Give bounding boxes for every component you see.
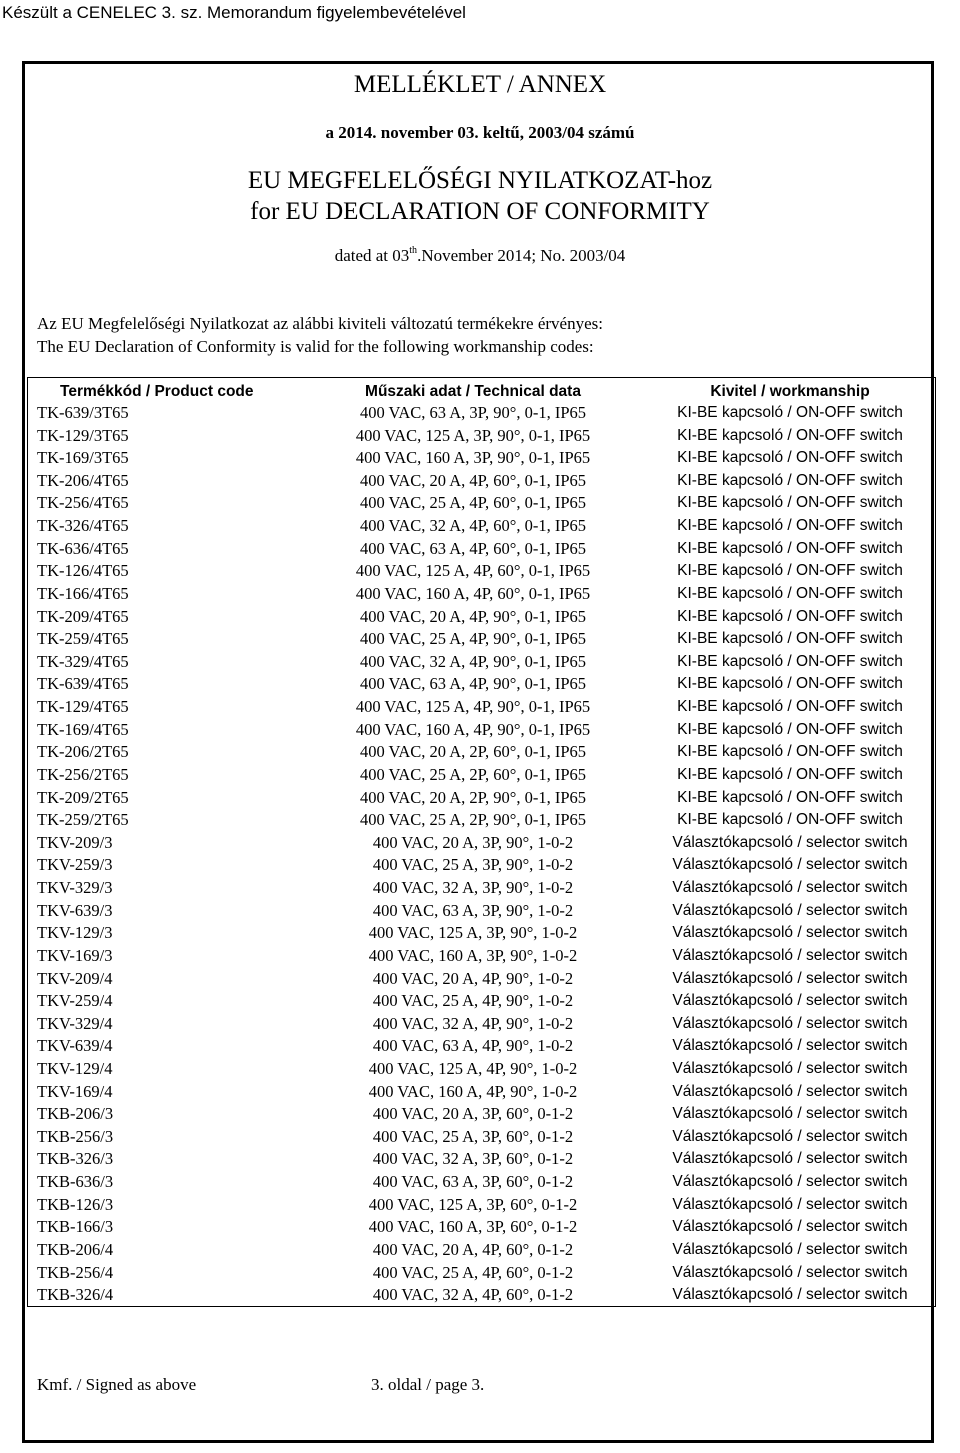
technical-data-cell: 400 VAC, 25 A, 4P, 90°, 0-1, IP65 [359, 629, 587, 649]
product-code-cell: TKV-129/4 [37, 1058, 113, 1078]
product-code-cell: TKB-166/3 [37, 1217, 114, 1237]
workmanship-cell: Választókapcsoló / selector switch [672, 1240, 908, 1258]
table-row [28, 877, 935, 900]
product-code-cell: TK-129/3T65 [37, 425, 129, 445]
workmanship-cell: Választókapcsoló / selector switch [672, 992, 908, 1010]
workmanship-cell: Választókapcsoló / selector switch [672, 901, 908, 919]
workmanship-cell: KI-BE kapcsoló / ON-OFF switch [677, 539, 903, 557]
workmanship-cell: Választókapcsoló / selector switch [672, 1218, 908, 1236]
technical-data-cell: 400 VAC, 160 A, 3P, 90°, 1-0-2 [368, 945, 578, 965]
workmanship-cell: KI-BE kapcsoló / ON-OFF switch [677, 584, 903, 602]
technical-data-cell: 400 VAC, 25 A, 4P, 60°, 0-1, IP65 [359, 493, 587, 513]
table-row [28, 470, 935, 493]
product-code-cell: TK-259/2T65 [37, 810, 129, 830]
signed-note: Kmf. / Signed as above [37, 1375, 197, 1394]
product-code-cell: TK-256/4T65 [37, 493, 129, 513]
technical-data-cell: 400 VAC, 125 A, 4P, 60°, 0-1, IP65 [355, 561, 591, 581]
product-code-cell: TK-169/3T65 [37, 448, 129, 468]
workmanship-cell: KI-BE kapcsoló / ON-OFF switch [677, 720, 903, 738]
table-row [28, 538, 935, 561]
top-banner: Készült a CENELEC 3. sz. Memorandum figyelembevételével [0, 0, 960, 28]
technical-data-cell: 400 VAC, 125 A, 3P, 60°, 0-1-2 [368, 1194, 578, 1214]
technical-data-cell: 400 VAC, 125 A, 4P, 90°, 0-1, IP65 [355, 697, 591, 717]
workmanship-cell: Választókapcsoló / selector switch [672, 1105, 908, 1123]
table-row [28, 696, 935, 719]
product-code-cell: TKB-206/4 [37, 1239, 114, 1259]
workmanship-cell: KI-BE kapcsoló / ON-OFF switch [677, 404, 903, 421]
technical-data-cell: 400 VAC, 125 A, 3P, 90°, 0-1, IP65 [355, 425, 591, 445]
table-row [28, 1103, 935, 1126]
header-technical-data: Műszaki adat / Technical data [365, 383, 581, 400]
table-row [28, 1058, 935, 1081]
product-code-cell: TKV-209/4 [37, 968, 113, 988]
product-code-cell: TKV-169/3 [37, 945, 113, 965]
technical-data-cell: 400 VAC, 160 A, 3P, 60°, 0-1-2 [368, 1217, 578, 1237]
product-table [27, 377, 936, 1307]
product-code-cell: TK-636/4T65 [37, 538, 129, 558]
workmanship-cell: Választókapcsoló / selector switch [672, 1014, 908, 1032]
product-code-cell: TKV-329/4 [37, 1013, 113, 1033]
technical-data-cell: 400 VAC, 20 A, 3P, 60°, 0-1-2 [372, 1104, 574, 1124]
workmanship-cell: KI-BE kapcsoló / ON-OFF switch [677, 562, 903, 580]
intro-text-en: The EU Declaration of Conformity is valid for the following workmanship codes: [37, 337, 594, 356]
product-code-cell: TK-639/3T65 [37, 403, 129, 422]
table-row [28, 402, 935, 425]
table-row [28, 425, 935, 448]
table-row [28, 1171, 935, 1194]
workmanship-cell: KI-BE kapcsoló / ON-OFF switch [677, 630, 903, 648]
technical-data-cell: 400 VAC, 20 A, 4P, 60°, 0-1-2 [372, 1239, 574, 1259]
technical-data-cell: 400 VAC, 63 A, 4P, 90°, 1-0-2 [372, 1036, 574, 1056]
workmanship-cell: KI-BE kapcsoló / ON-OFF switch [677, 449, 903, 467]
table-row [28, 583, 935, 606]
technical-data-cell: 400 VAC, 160 A, 4P, 60°, 0-1, IP65 [355, 583, 591, 603]
table-row [28, 945, 935, 968]
header-product-code: Termékkód / Product code [60, 383, 254, 400]
product-code-cell: TKB-636/3 [37, 1172, 114, 1192]
table-row [28, 1216, 935, 1239]
product-code-cell: TK-329/4T65 [37, 651, 129, 671]
workmanship-cell: Választókapcsoló / selector switch [672, 879, 908, 897]
workmanship-cell: Választókapcsoló / selector switch [672, 1059, 908, 1077]
technical-data-cell: 400 VAC, 63 A, 3P, 90°, 1-0-2 [372, 900, 574, 920]
product-code-cell: TK-206/4T65 [37, 470, 129, 490]
technical-data-cell: 400 VAC, 25 A, 2P, 60°, 0-1, IP65 [359, 764, 587, 784]
workmanship-cell: Választókapcsoló / selector switch [672, 1127, 908, 1145]
table-row [28, 719, 935, 742]
workmanship-cell: Választókapcsoló / selector switch [672, 1173, 908, 1191]
workmanship-cell: Választókapcsoló / selector switch [672, 969, 908, 987]
table-row [28, 673, 935, 696]
table-row [28, 1081, 935, 1104]
product-code-cell: TKB-256/4 [37, 1262, 114, 1282]
technical-data-cell: 400 VAC, 160 A, 4P, 90°, 0-1, IP65 [355, 719, 591, 739]
workmanship-cell: KI-BE kapcsoló / ON-OFF switch [677, 652, 903, 670]
workmanship-cell: KI-BE kapcsoló / ON-OFF switch [677, 607, 903, 625]
annex-title: MELLÉKLET / ANNEX [353, 71, 607, 98]
workmanship-cell: KI-BE kapcsoló / ON-OFF switch [677, 788, 903, 806]
product-code-cell: TKB-326/3 [37, 1149, 114, 1169]
product-code-cell: TK-129/4T65 [37, 697, 129, 717]
technical-data-cell: 400 VAC, 25 A, 4P, 60°, 0-1-2 [372, 1262, 574, 1282]
workmanship-cell: KI-BE kapcsoló / ON-OFF switch [677, 675, 903, 693]
intro-text-hu: Az EU Megfelelőségi Nyilatkozat az alábbi kiviteli változatú termékekre érvényes: [37, 314, 603, 333]
dated-line [0, 244, 960, 268]
technical-data-cell: 400 VAC, 160 A, 4P, 90°, 1-0-2 [368, 1081, 578, 1101]
technical-data-cell: 400 VAC, 25 A, 4P, 90°, 1-0-2 [372, 991, 574, 1011]
technical-data-cell: 400 VAC, 20 A, 2P, 90°, 0-1, IP65 [359, 787, 587, 807]
workmanship-cell: Választókapcsoló / selector switch [672, 1082, 908, 1100]
table-row [28, 854, 935, 877]
product-code-cell: TK-639/4T65 [37, 674, 129, 694]
dated-superscript: th [409, 245, 418, 256]
product-code-cell: TKV-209/3 [37, 832, 113, 852]
technical-data-cell: 400 VAC, 63 A, 3P, 90°, 0-1, IP65 [359, 403, 587, 422]
technical-data-cell: 400 VAC, 32 A, 4P, 90°, 1-0-2 [372, 1013, 574, 1033]
technical-data-cell: 400 VAC, 63 A, 4P, 60°, 0-1, IP65 [359, 538, 587, 558]
technical-data-cell: 400 VAC, 20 A, 4P, 90°, 1-0-2 [372, 968, 574, 988]
product-code-cell: TKB-326/4 [37, 1285, 114, 1305]
technical-data-cell: 400 VAC, 32 A, 3P, 60°, 0-1-2 [372, 1149, 574, 1169]
dated-suffix: .November 2014; No. 2003/04 [417, 246, 626, 265]
technical-data-cell: 400 VAC, 20 A, 3P, 90°, 1-0-2 [372, 832, 574, 852]
product-code-cell: TKV-259/3 [37, 855, 113, 875]
technical-data-cell: 400 VAC, 25 A, 3P, 90°, 1-0-2 [372, 855, 574, 875]
technical-data-cell: 400 VAC, 125 A, 4P, 90°, 1-0-2 [368, 1058, 578, 1078]
product-code-cell: TKB-206/3 [37, 1104, 114, 1124]
table-row [28, 628, 935, 651]
workmanship-cell: Választókapcsoló / selector switch [672, 946, 908, 964]
product-code-cell: TK-126/4T65 [37, 561, 129, 581]
product-code-cell: TKV-639/3 [37, 900, 113, 920]
table-row [28, 764, 935, 787]
declaration-title-hu: EU MEGFELELŐSÉGI NYILATKOZAT-hoz [247, 167, 713, 194]
technical-data-cell: 400 VAC, 20 A, 2P, 60°, 0-1, IP65 [359, 742, 587, 762]
product-code-cell: TK-166/4T65 [37, 583, 129, 603]
table-row [28, 1126, 935, 1149]
technical-data-cell: 400 VAC, 20 A, 4P, 90°, 0-1, IP65 [359, 606, 587, 626]
product-code-cell: TK-256/2T65 [37, 764, 129, 784]
technical-data-cell: 400 VAC, 20 A, 4P, 60°, 0-1, IP65 [359, 470, 587, 490]
workmanship-cell: KI-BE kapcsoló / ON-OFF switch [677, 743, 903, 761]
table-row [28, 832, 935, 855]
technical-data-cell: 400 VAC, 32 A, 4P, 60°, 0-1-2 [372, 1285, 574, 1305]
product-code-cell: TKV-129/3 [37, 923, 113, 943]
technical-data-cell: 400 VAC, 32 A, 3P, 90°, 1-0-2 [372, 878, 574, 898]
declaration-title-en: for EU DECLARATION OF CONFORMITY [250, 198, 710, 225]
table-row [28, 809, 935, 832]
table-row [28, 1284, 935, 1307]
workmanship-cell: KI-BE kapcsoló / ON-OFF switch [677, 426, 903, 444]
technical-data-cell: 400 VAC, 32 A, 4P, 90°, 0-1, IP65 [359, 651, 587, 671]
product-code-cell: TKV-169/4 [37, 1081, 113, 1101]
workmanship-cell: Választókapcsoló / selector switch [672, 1263, 908, 1281]
product-code-cell: TK-209/4T65 [37, 606, 129, 626]
technical-data-cell: 400 VAC, 125 A, 3P, 90°, 1-0-2 [368, 923, 578, 943]
table-row [28, 1013, 935, 1036]
table-row [28, 515, 935, 538]
workmanship-cell: KI-BE kapcsoló / ON-OFF switch [677, 471, 903, 489]
product-code-cell: TKV-259/4 [37, 991, 113, 1011]
table-row [28, 741, 935, 764]
workmanship-cell: KI-BE kapcsoló / ON-OFF switch [677, 698, 903, 716]
product-code-cell: TK-169/4T65 [37, 719, 129, 739]
table-row [28, 447, 935, 470]
workmanship-cell: Választókapcsoló / selector switch [672, 856, 908, 874]
table-row [28, 651, 935, 674]
table-row [28, 968, 935, 991]
table-row [28, 1148, 935, 1171]
technical-data-cell: 400 VAC, 63 A, 4P, 90°, 0-1, IP65 [359, 674, 587, 694]
workmanship-cell: KI-BE kapcsoló / ON-OFF switch [677, 494, 903, 512]
table-row [28, 1035, 935, 1058]
table-row [28, 1262, 935, 1285]
workmanship-cell: Választókapcsoló / selector switch [672, 1286, 908, 1304]
technical-data-cell: 400 VAC, 25 A, 2P, 90°, 0-1, IP65 [359, 810, 587, 830]
product-code-cell: TK-209/2T65 [37, 787, 129, 807]
workmanship-cell: KI-BE kapcsoló / ON-OFF switch [677, 811, 903, 829]
page-number: 3. oldal / page 3. [371, 1375, 485, 1394]
workmanship-cell: KI-BE kapcsoló / ON-OFF switch [677, 765, 903, 783]
table-row [28, 787, 935, 810]
product-code-cell: TKV-639/4 [37, 1036, 113, 1056]
technical-data-cell: 400 VAC, 63 A, 3P, 60°, 0-1-2 [372, 1172, 574, 1192]
technical-data-cell: 400 VAC, 160 A, 3P, 90°, 0-1, IP65 [355, 448, 591, 468]
table-row [28, 990, 935, 1013]
header-workmanship: Kivitel / workmanship [710, 383, 870, 400]
dated-prefix: dated at 03 [334, 246, 410, 265]
product-code-cell: TKV-329/3 [37, 878, 113, 898]
table-header-row [28, 378, 935, 402]
product-code-cell: TK-326/4T65 [37, 516, 129, 536]
table-row [28, 492, 935, 515]
workmanship-cell: Választókapcsoló / selector switch [672, 833, 908, 851]
workmanship-cell: Választókapcsoló / selector switch [672, 924, 908, 942]
product-code-cell: TKB-256/3 [37, 1126, 114, 1146]
table-row [28, 900, 935, 923]
product-code-cell: TK-259/4T65 [37, 629, 129, 649]
workmanship-cell: Választókapcsoló / selector switch [672, 1037, 908, 1055]
table-row [28, 1194, 935, 1217]
table-row [28, 922, 935, 945]
workmanship-cell: Választókapcsoló / selector switch [672, 1150, 908, 1168]
table-row [28, 560, 935, 583]
technical-data-cell: 400 VAC, 25 A, 3P, 60°, 0-1-2 [372, 1126, 574, 1146]
product-code-cell: TKB-126/3 [37, 1194, 114, 1214]
table-row [28, 1239, 935, 1262]
workmanship-cell: KI-BE kapcsoló / ON-OFF switch [677, 517, 903, 535]
table-row [28, 606, 935, 629]
product-code-cell: TK-206/2T65 [37, 742, 129, 762]
declaration-reference: a 2014. november 03. keltű, 2003/04 számú [325, 123, 635, 142]
technical-data-cell: 400 VAC, 32 A, 4P, 60°, 0-1, IP65 [359, 516, 587, 536]
workmanship-cell: Választókapcsoló / selector switch [672, 1195, 908, 1213]
